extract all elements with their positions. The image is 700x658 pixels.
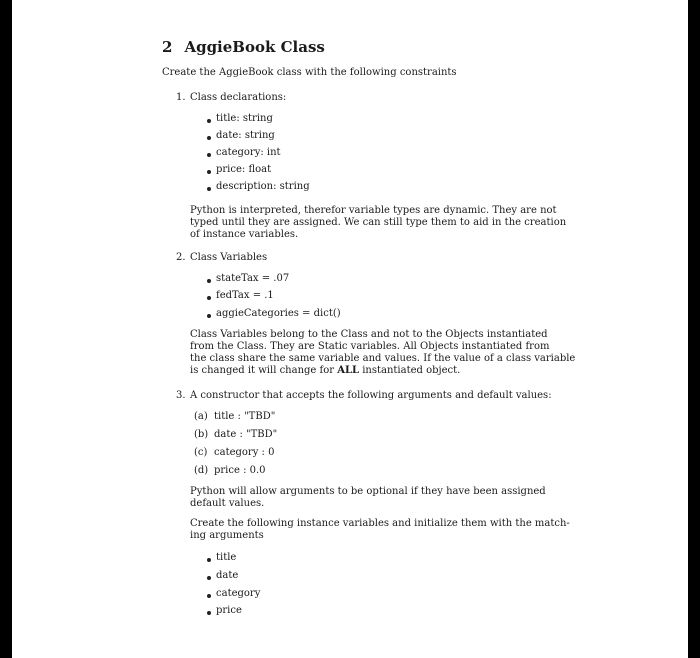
item3-title: A constructor that accepts the following arguments and default values: [190,390,552,401]
bullet-icon [207,296,211,300]
item3-bullet-price: price [216,605,242,616]
bullet-icon [207,153,211,157]
item2-note-suffix: instantiated object. [359,365,461,376]
item3-bullet-title: title [216,552,237,563]
item3-note1-line: Python will allow arguments to be optional if they have been assigned [190,486,546,497]
bullet-icon [207,314,211,318]
item1-bullet-description: description: string [216,181,310,192]
item2-note-line: from the Class. They are Static variables. All Objects instantiated from [190,341,550,352]
item3-arg-text: date : "TBD" [214,429,278,440]
item1-bullet-title: title: string [216,113,273,124]
item2-bullet-statetax: stateTax = .07 [216,273,290,284]
section-heading [162,38,325,56]
bullet-icon [207,594,211,598]
section-title: AggieBook Class [184,38,325,56]
item2-note-line: the class share the same variable and values. If the value of a class variable [190,353,576,364]
item2-bullet-fedtax: fedTax = .1 [216,290,274,301]
item2-bullet-categories: aggieCategories = dict() [216,308,341,319]
bullet-icon [207,279,211,283]
bullet-icon [207,119,211,123]
item3-label: 3. [176,390,186,401]
item3-arg-label: (b) [194,429,209,440]
item1-label: 1. [176,92,186,103]
item2-note-last-line [190,365,460,376]
bullet-icon [207,170,211,174]
item3-arg-label: (c) [194,447,208,458]
item3-bullet-date: date [216,570,239,581]
item3-note1-line: default values. [190,498,265,509]
item2-note-bold: ALL [337,365,360,376]
intro-text: Create the AggieBook class with the following constraints [162,67,457,78]
item1-bullet-price: price: float [216,164,272,175]
section-number: 2 [162,38,173,56]
item1-bullet-date: date: string [216,130,275,141]
item3-arg-label: (d) [194,465,209,476]
item2-note-line: Class Variables belong to the Class and not to the Objects instantiated [190,329,548,340]
item1-note-line: of instance variables. [190,229,299,240]
item2-label: 2. [176,252,186,263]
bullet-icon [207,558,211,562]
item3-note2-line: Create the following instance variables and initialize them with the match- [190,518,570,529]
item3-note2-line: ing arguments [190,530,264,541]
item3-arg-text: title : "TBD" [214,411,276,422]
document-page [12,0,688,658]
item3-bullet-category: category [216,588,261,599]
item1-note-line: typed until they are assigned. We can still type them to aid in the creation [190,217,567,228]
item1-note-line: Python is interpreted, therefor variable types are dynamic. They are not [190,205,557,216]
item3-arg-label: (a) [194,411,208,422]
bullet-icon [207,187,211,191]
item1-bullet-category: category: int [216,147,281,158]
item2-title: Class Variables [190,252,268,263]
item2-note-prefix: is changed it will change for [190,365,338,376]
bullet-icon [207,611,211,615]
bullet-icon [207,136,211,140]
item1-title: Class declarations: [190,92,287,103]
item3-arg-text: price : 0.0 [214,465,266,476]
item3-arg-text: category : 0 [214,447,275,458]
bullet-icon [207,576,211,580]
